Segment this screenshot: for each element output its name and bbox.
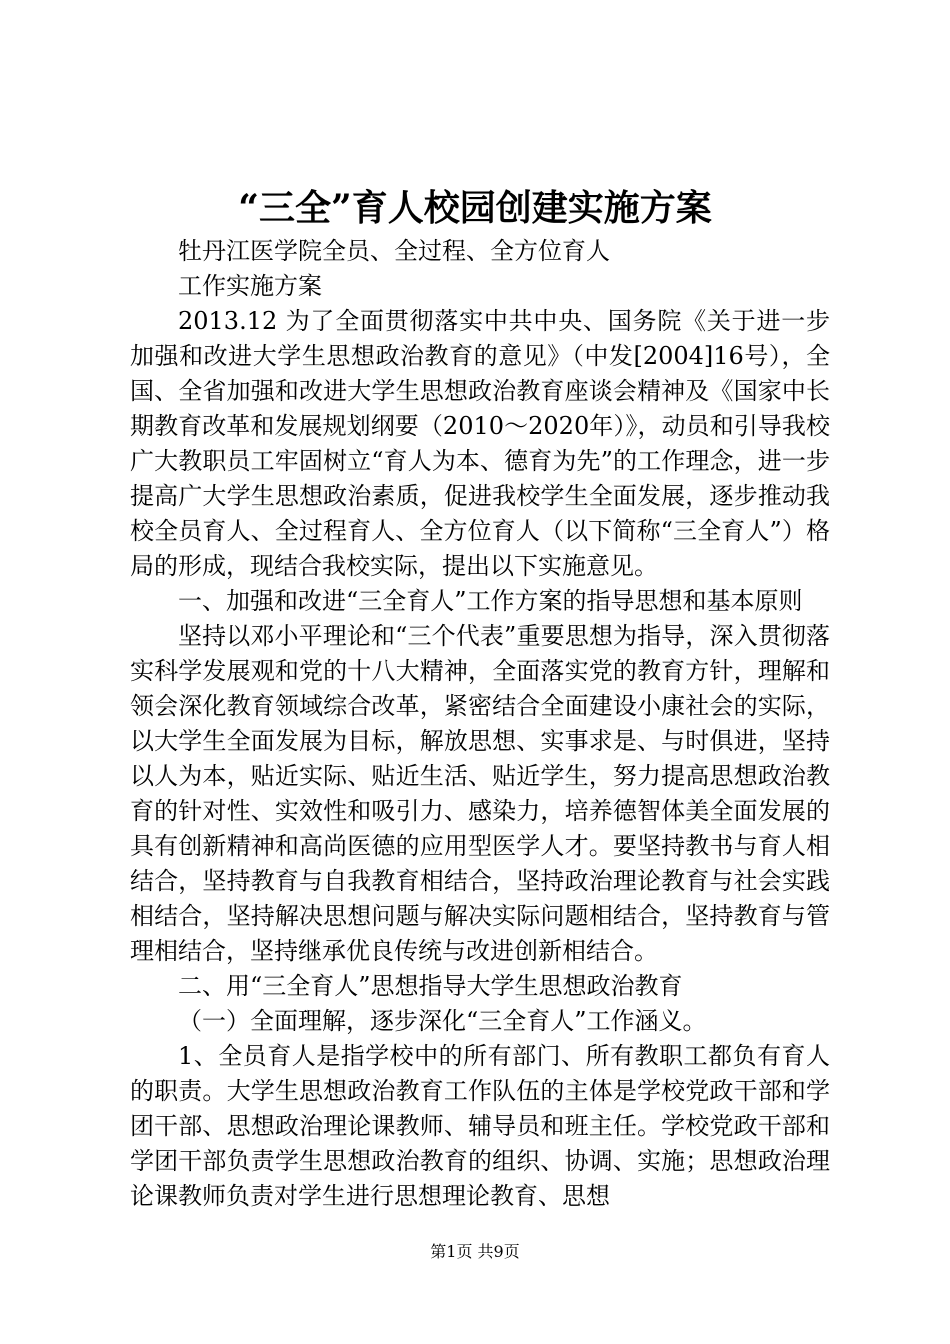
subsection-heading: （一）全面理解，逐步深化“三全育人”工作涵义。 [178,1007,707,1035]
document-title: “三全”育人校园创建实施方案 [238,187,712,229]
paragraph: 牡丹江医学院全员、全过程、全方位育人 [178,237,610,265]
section-heading: 一、加强和改进“三全育人”工作方案的指导思想和基本原则 [178,587,803,615]
section-heading: 二、用“三全育人”思想指导大学生思想政治教育 [178,972,683,1000]
document-body [130,234,830,1214]
paragraph: 1、全员育人是指学校中的所有部门、所有教职工都负有育人的职责。大学生思想政治教育工作队伍的主体是学校党政干部和学团干部、思想政治理论课教师、辅导员和班主任。学校党政干部和学团干部负责学生思想政治教育的组织、协调、实施；思想政治理论课教师负责对学生进行思想理论教育、思想 [130,1042,830,1210]
paragraph: 工作实施方案 [178,272,322,300]
paragraph: 坚持以邓小平理论和“三个代表”重要思想为指导，深入贯彻落实科学发展观和党的十八大精神，全面落实党的教育方针，理解和领会深化教育领域综合改革，紧密结合全面建设小康社会的实际，以大学生全面发展为目标，解放思想、实事求是、与时俱进，坚持以人为本，贴近实际、贴近生活、贴近学生，努力提高思想政治教育的针对性、实效性和吸引力、感染力，培养德智体美全面发展的具有创新精神和高尚医德的应用型医学人才。要坚持教书与育人相结合，坚持教育与自我教育相结合，坚持政治理论教育与社会实践相结合，坚持解决思想问题与解决实际问题相结合，坚持教育与管理相结合，坚持继承优良传统与改进创新相结合。 [130,622,830,965]
paragraph: 2013.12 为了全面贯彻落实中共中央、国务院《关于进一步加强和改进大学生思想政治教育的意见》（中发[2004]16号），全国、全省加强和改进大学生思想政治教育座谈会精神及《国家中长期教育改革和发展规划纲要（2010～2020年）》，动员和引导我校广大教职员工牢固树立“育人为本、德育为先”的工作理念，进一步提高广大学生思想政治素质，促进我校学生全面发展，逐步推动我校全员育人、全过程育人、全方位育人（以下简称“三全育人”）格局的形成，现结合我校实际，提出以下实施意见。 [130,307,830,580]
page-footer: 第1页 共9页 [430,1242,520,1261]
